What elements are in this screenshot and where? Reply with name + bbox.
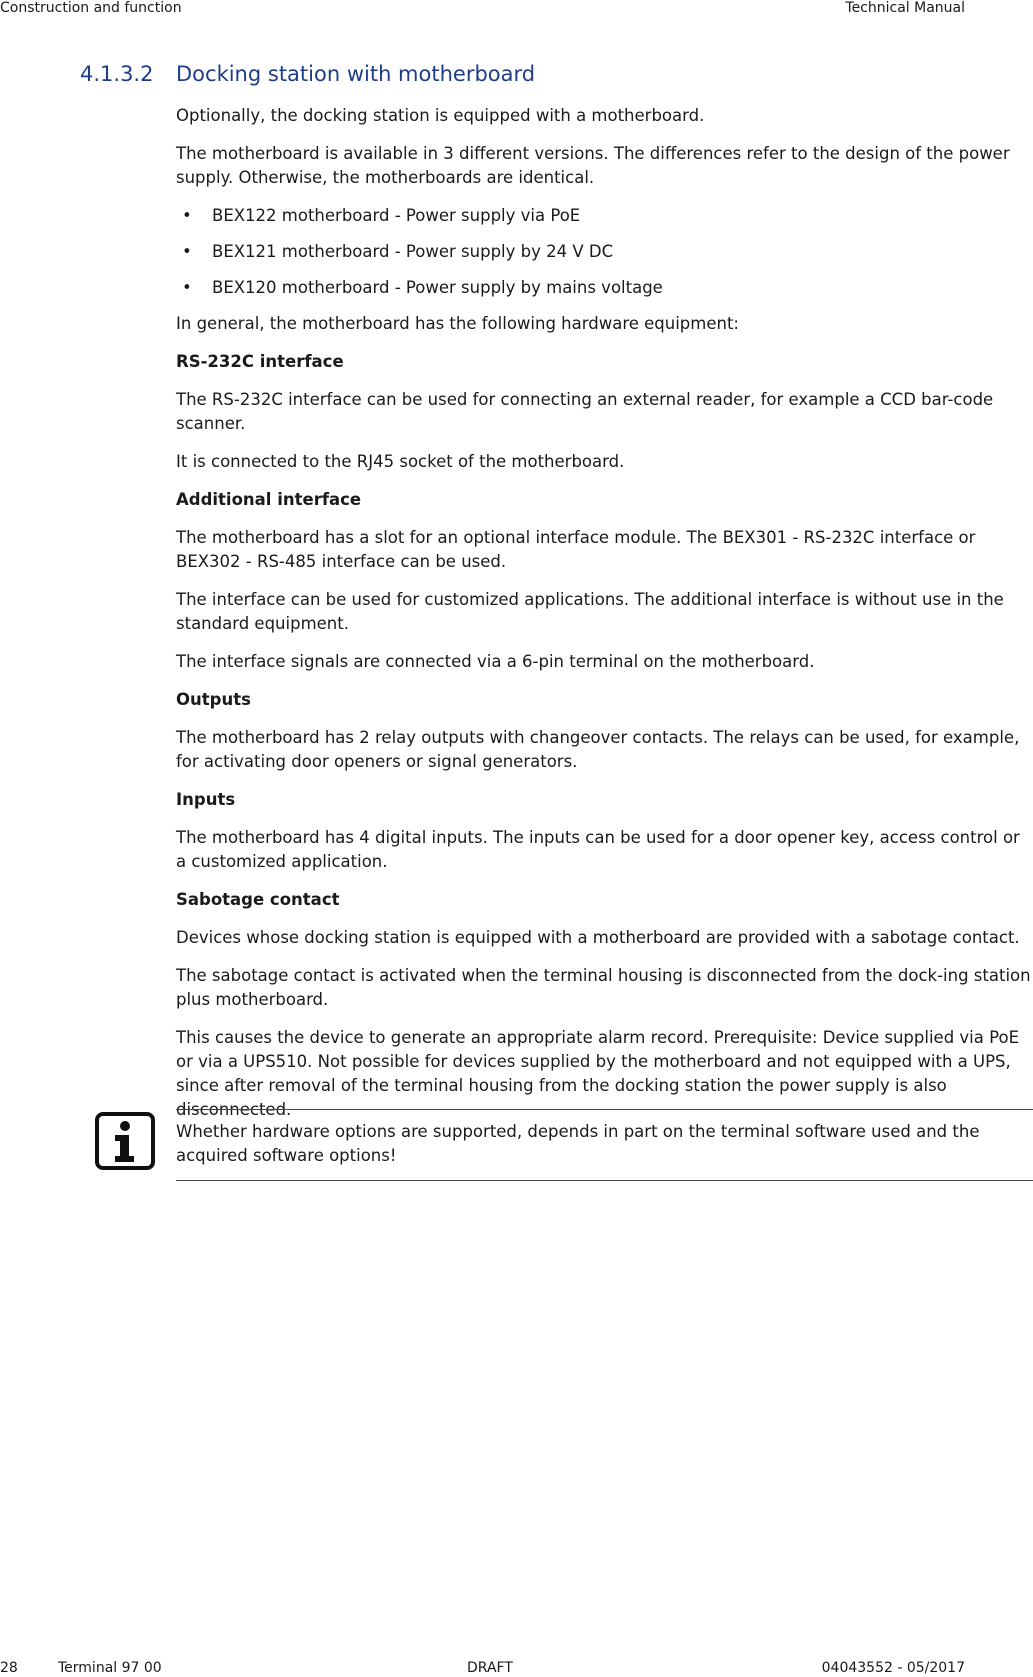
additional-paragraph: The interface signals are connected via a 6-pin terminal on the motherboard. bbox=[176, 652, 815, 671]
sabotage-heading: Sabotage contact bbox=[176, 890, 340, 909]
rs232-paragraph: The RS-232C interface can be used for connecting an external reader, for example a CCD bar-code scanner. bbox=[176, 390, 994, 433]
document-name: Terminal 97 00 bbox=[58, 1660, 162, 1676]
draft-label: DRAFT bbox=[467, 1660, 513, 1676]
info-note: Whether hardware options are supported, depends in part on the terminal software used and the acquired software options! bbox=[176, 1109, 1033, 1181]
additional-heading: Additional interface bbox=[176, 490, 362, 509]
bullet-icon: • bbox=[182, 278, 192, 297]
intro-paragraph: Optionally, the docking station is equipped with a motherboard. bbox=[176, 106, 705, 125]
additional-paragraph: The motherboard has a slot for an optional interface module. The BEX301 - RS-232C interface or BEX302 - RS-485 interface can be used. bbox=[176, 528, 976, 571]
info-icon bbox=[95, 1112, 155, 1170]
document-body bbox=[176, 104, 1033, 1136]
section-title: Docking station with motherboard bbox=[176, 62, 536, 86]
page-number: 28 bbox=[0, 1660, 18, 1676]
list-item: • BEX120 motherboard - Power supply by mains voltage bbox=[176, 276, 1033, 300]
bullet-icon: • bbox=[182, 242, 192, 261]
outputs-paragraph: The motherboard has 2 relay outputs with changeover contacts. The relays can be used, for example, for activating door openers or signal generators. bbox=[176, 728, 1020, 771]
outputs-heading: Outputs bbox=[176, 690, 251, 709]
inputs-paragraph: The motherboard has 4 digital inputs. The inputs can be used for a door opener key, access control or a customized application. bbox=[176, 828, 1020, 871]
intro-paragraph: The motherboard is available in 3 different versions. The differences refer to the design of the power supply. Otherwise, the motherboards are identical. bbox=[176, 144, 1010, 187]
general-paragraph: In general, the motherboard has the following hardware equipment: bbox=[176, 314, 739, 333]
inputs-heading: Inputs bbox=[176, 790, 236, 809]
list-item: • BEX121 motherboard - Power supply by 24 V DC bbox=[176, 240, 1033, 264]
bullet-icon: • bbox=[182, 206, 192, 225]
list-item: • BEX122 motherboard - Power supply via PoE bbox=[176, 204, 1033, 228]
header-right: Technical Manual bbox=[845, 0, 965, 16]
sabotage-paragraph: Devices whose docking station is equipped with a motherboard are provided with a sabotage contact. bbox=[176, 928, 1020, 947]
additional-paragraph: The interface can be used for customized applications. The additional interface is without use in the standard equipment. bbox=[176, 590, 1004, 633]
document-code: 04043552 - 05/2017 bbox=[821, 1660, 965, 1676]
sabotage-paragraph: This causes the device to generate an appropriate alarm record. Prerequisite: Device supplied via PoE or via a UPS510. Not possible for devices supplied by the motherboard and not equipped with a UPS, since after removal of the terminal housing from the docking station the power supply is also disconnected. bbox=[176, 1028, 1020, 1119]
motherboard-versions-list bbox=[176, 204, 1033, 300]
rs232-heading: RS-232C interface bbox=[176, 352, 344, 371]
section-number: 4.1.3.2 bbox=[80, 62, 154, 86]
sabotage-paragraph: The sabotage contact is activated when the terminal housing is disconnected from the dock-ing station plus motherboard. bbox=[176, 966, 1031, 1009]
rs232-paragraph: It is connected to the RJ45 socket of the motherboard. bbox=[176, 452, 625, 471]
header-left: Construction and function bbox=[0, 0, 182, 16]
